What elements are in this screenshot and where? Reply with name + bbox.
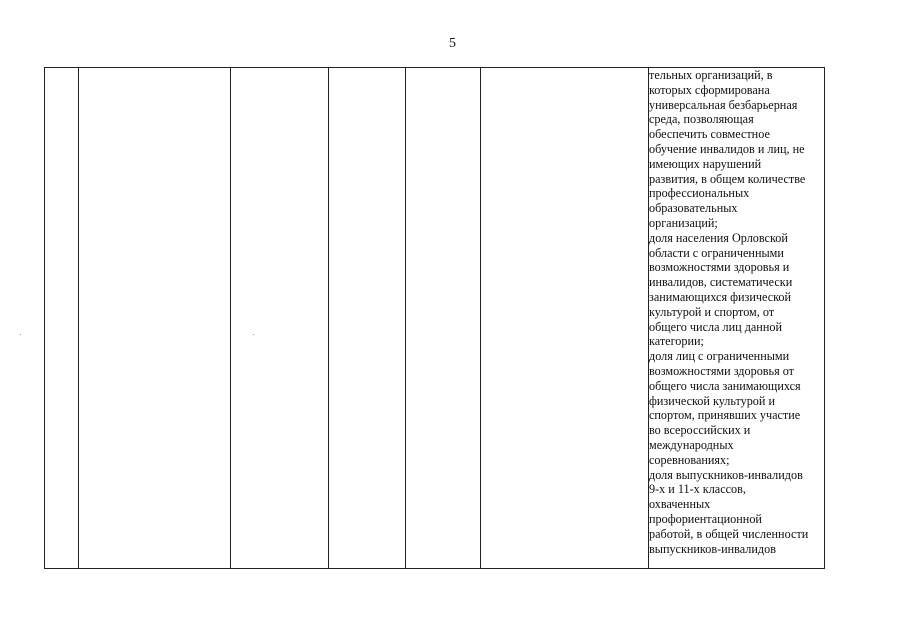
- scan-speck: [253, 334, 254, 335]
- table-cell-indicators: [649, 68, 825, 569]
- table-cell-3: [231, 68, 329, 569]
- table-cell-1: [45, 68, 79, 569]
- table-cell-6: [481, 68, 649, 569]
- table-cell-5: [406, 68, 481, 569]
- table-cell-2: [79, 68, 231, 569]
- table-cell-4: [329, 68, 406, 569]
- scan-speck: [20, 334, 21, 335]
- page-number: 5: [449, 36, 456, 51]
- indicators-text: тельных организаций, в которых сформирована универсальная безбарьерная среда, позволяющая обеспечить совместное обучение инвалидов и лиц, не имеющих нарушений развития, в общем количестве профессиональных образовательных организаций; доля населения Орловской области с ограниченными возможностями здоровья и инвалидов, систематически занимающихся физической культурой и спортом, от общего числа лиц данной категории; доля лиц с ограниченными возможностями здоровья от общего числа занимающихся физической культурой и спортом, принявших участие во всероссийских и международных соревнованиях; доля выпускников-инвалидов 9-х и 11-х классов, охваченных профориентационной работой, в общей численности выпускников-инвалидов: [649, 68, 809, 556]
- document-table: [44, 67, 825, 569]
- table-row: [45, 68, 825, 569]
